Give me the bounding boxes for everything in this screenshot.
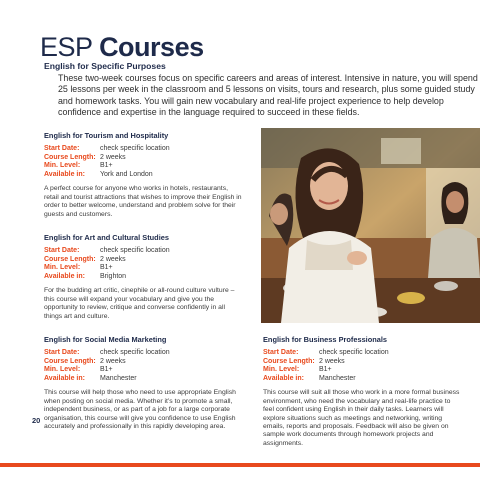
- course-length-label: Course Length:: [44, 357, 96, 365]
- course-length-value: 2 weeks: [100, 153, 126, 161]
- course-description: This course will suit all those who work in a more formal business environment, who need the vocabulary and real-life practice to feel confident using English in their daily tasks. Learners will explore situations such as meetings and networking, writing emails, reports and proposals. Feedback will also be given on sample work documents through homework projects and assignments.: [263, 389, 460, 447]
- start-date-label: Start Date:: [44, 247, 80, 254]
- available-in-value: Manchester: [100, 374, 137, 382]
- course-tourism-hospitality: [44, 131, 244, 219]
- start-date-label: Start Date:: [44, 145, 80, 152]
- accent-divider: [0, 463, 480, 467]
- course-length-label: Course Length:: [263, 357, 315, 365]
- page-subtitle: English for Specific Purposes: [44, 61, 166, 71]
- page-number: 20: [32, 416, 41, 425]
- min-level-label: Min. Level:: [44, 162, 81, 170]
- intro-paragraph: These two-week courses focus on specific careers and areas of interest. Intensive in nature, you will spend 25 lessons per week in the classroom and 5 lessons on visits, tours and research, plus some guided study and homework tasks. You will gain new vocabulary and real-life project experience to help develop confidence and expertise in the language required to succeed in these fields.: [58, 73, 478, 118]
- page-title: [40, 32, 204, 62]
- course-length-value: 2 weeks: [100, 255, 126, 263]
- available-in-value: York and London: [100, 170, 153, 178]
- start-date-label: Start Date:: [44, 349, 80, 356]
- page-title-bold: Courses: [99, 32, 204, 62]
- min-level-value: B1+: [100, 162, 113, 170]
- available-in-label: Available in:: [44, 272, 85, 280]
- course-title: English for Social Media Marketing: [44, 335, 167, 344]
- course-business-professionals: [263, 335, 463, 448]
- course-title: English for Art and Cultural Studies: [44, 233, 169, 242]
- available-in-label: Available in:: [44, 170, 85, 178]
- available-in-value: Brighton: [100, 272, 127, 280]
- start-date-value: check specific location: [100, 247, 170, 254]
- course-length-label: Course Length:: [44, 153, 96, 161]
- start-date-label: Start Date:: [263, 349, 299, 356]
- students-cooking-photo: [261, 128, 480, 323]
- min-level-label: Min. Level:: [44, 264, 81, 272]
- course-social-media-marketing: [44, 335, 244, 431]
- course-details: [44, 247, 244, 281]
- start-date-value: check specific location: [100, 349, 170, 356]
- page-title-light: ESP: [40, 32, 93, 62]
- min-level-label: Min. Level:: [263, 366, 300, 374]
- course-title: English for Tourism and Hospitality: [44, 131, 169, 140]
- photo-illustration: [261, 128, 480, 323]
- course-description: This course will help those who need to use appropriate English when posting on social media. Whether it’s to promote a small, independent business, or as part of a job for a large corporate organisation, this course will give you confidence to use English accurately and professionally in this rapidly developing area.: [44, 389, 236, 430]
- course-art-cultural-studies: [44, 233, 244, 321]
- start-date-value: check specific location: [100, 145, 170, 152]
- available-in-label: Available in:: [44, 374, 85, 382]
- course-length-value: 2 weeks: [319, 357, 345, 365]
- course-length-value: 2 weeks: [100, 357, 126, 365]
- course-description: A perfect course for anyone who works in hotels, restaurants, retail and tourist attractions that wishes to improve their English in order to better welcome, understand and problem solve for their guests and customers.: [44, 185, 242, 218]
- min-level-value: B1+: [319, 366, 332, 374]
- available-in-label: Available in:: [263, 374, 304, 382]
- min-level-label: Min. Level:: [44, 366, 81, 374]
- course-description: For the budding art critic, cinephile or all-round culture vulture – this course will expand your vocabulary and give you the opportunity to review, critique and converse confidently in all things art and culture.: [44, 287, 235, 320]
- available-in-value: Manchester: [319, 374, 356, 382]
- course-details: [44, 145, 244, 179]
- start-date-value: check specific location: [319, 349, 389, 356]
- min-level-value: B1+: [100, 366, 113, 374]
- course-title: English for Business Professionals: [263, 335, 388, 344]
- course-details: [263, 349, 463, 383]
- course-details: [44, 349, 244, 383]
- min-level-value: B1+: [100, 264, 113, 272]
- course-length-label: Course Length:: [44, 255, 96, 263]
